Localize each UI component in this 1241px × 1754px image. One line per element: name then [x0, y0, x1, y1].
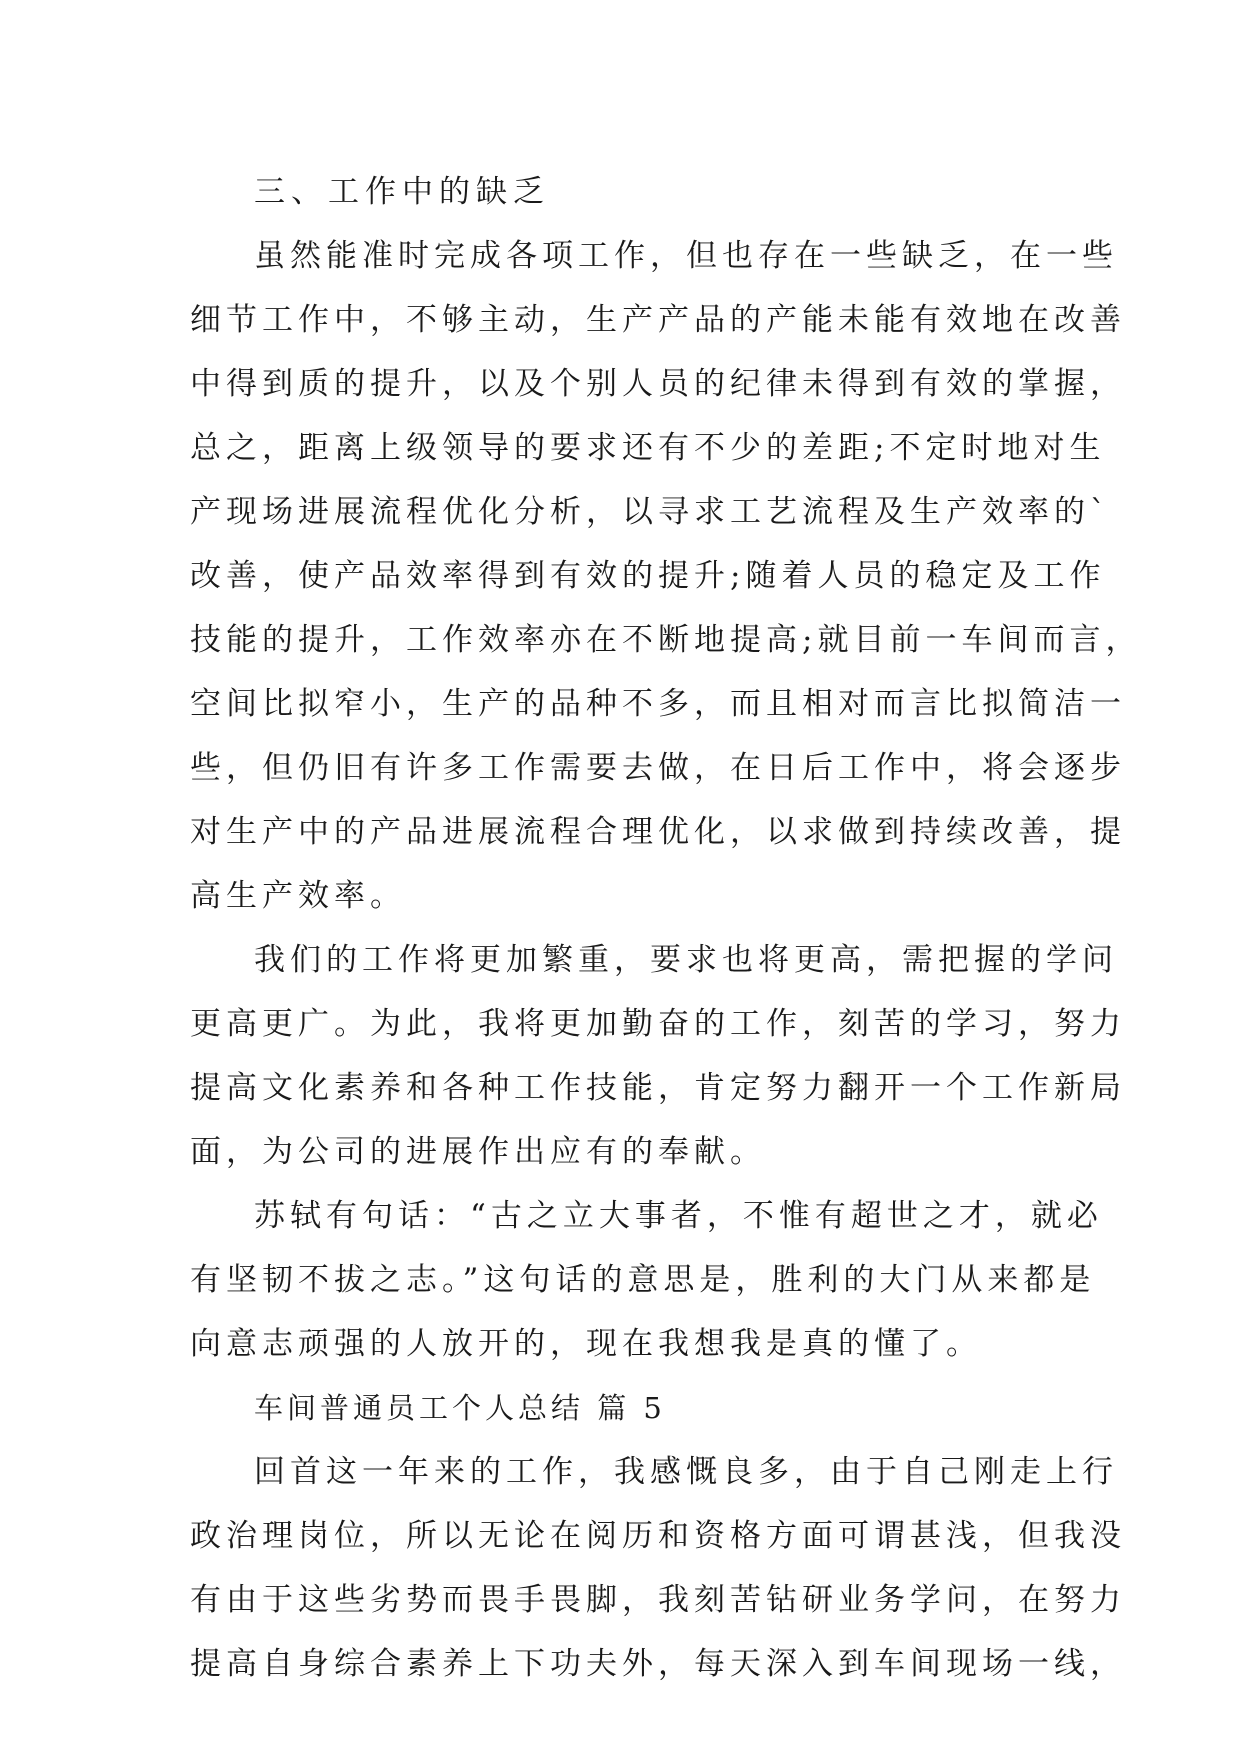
paragraph-line: 更高更广。为此，我将更加勤奋的工作，刻苦的学习，努力: [190, 1006, 1126, 1042]
paragraph-line: 面，为公司的进展作出应有的奉献。: [190, 1134, 766, 1170]
paragraph-line: 苏轼有句话：“古之立大事者，不惟有超世之才，就必: [254, 1198, 1103, 1234]
paragraph-line: 政治理岗位，所以无论在阅历和资格方面可谓甚浅，但我没: [190, 1518, 1126, 1554]
paragraph-line: 空间比拟窄小，生产的品种不多，而且相对而言比拟简洁一: [190, 686, 1126, 722]
paragraph-line: 高生产效率。: [190, 878, 406, 914]
paragraph-line: 提高自身综合素养上下功夫外，每天深入到车间现场一线，: [190, 1646, 1126, 1682]
paragraph-line: 中得到质的提升，以及个别人员的纪律未得到有效的掌握，: [190, 366, 1126, 402]
paragraph-line: 些，但仍旧有许多工作需要去做，在日后工作中，将会逐步: [190, 750, 1126, 786]
document-body: [190, 160, 1142, 1696]
paragraph-line: 细节工作中，不够主动，生产产品的产能未能有效地在改善: [190, 302, 1126, 338]
paragraph-line: 改善，使产品效率得到有效的提升;随着人员的稳定及工作: [190, 558, 1106, 594]
paragraph-line: 产现场进展流程优化分析，以寻求工艺流程及生产效率的`: [190, 494, 1111, 530]
section-heading: 三、工作中的缺乏: [254, 174, 550, 210]
paragraph-line: 有坚韧不拔之志。”这句话的意思是，胜利的大门从来都是: [190, 1262, 1096, 1298]
paragraph-line: 提高文化素养和各种工作技能，肯定努力翻开一个工作新局: [190, 1070, 1126, 1106]
paragraph-line: 虽然能准时完成各项工作，但也存在一些缺乏，在一些: [254, 238, 1118, 274]
article-heading: 车间普通员工个人总结 篇 5: [254, 1391, 666, 1425]
paragraph-line: 回首这一年来的工作，我感慨良多，由于自己刚走上行: [254, 1454, 1118, 1490]
paragraph-line: 有由于这些劣势而畏手畏脚，我刻苦钻研业务学问，在努力: [190, 1582, 1126, 1618]
paragraph-line: 我们的工作将更加繁重，要求也将更高，需把握的学问: [254, 942, 1118, 978]
paragraph-line: 总之，距离上级领导的要求还有不少的差距;不定时地对生: [190, 430, 1106, 466]
paragraph-line: 技能的提升，工作效率亦在不断地提高;就目前一车间而言，: [190, 622, 1142, 658]
paragraph-line: 对生产中的产品进展流程合理优化，以求做到持续改善，提: [190, 814, 1126, 850]
paragraph-line: 向意志顽强的人放开的，现在我想我是真的懂了。: [190, 1326, 982, 1362]
